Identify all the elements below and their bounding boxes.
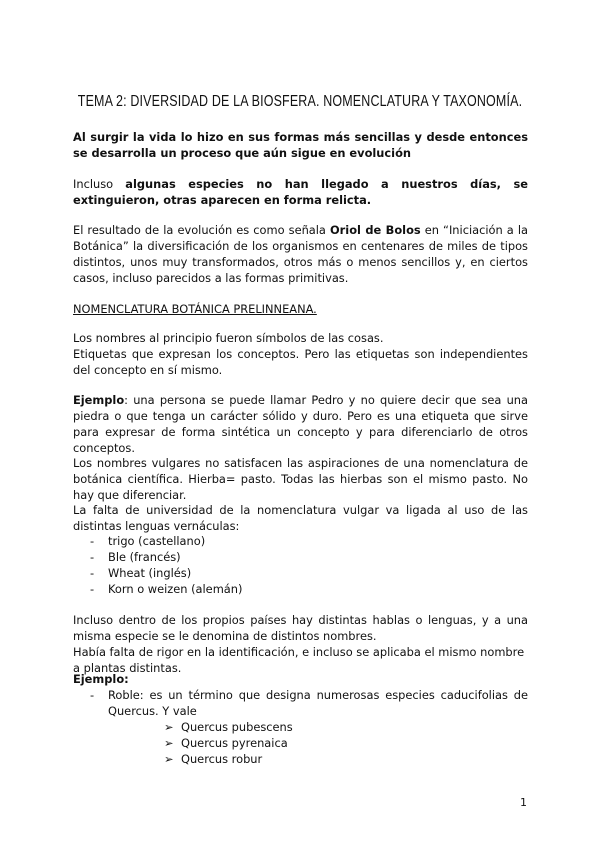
roble-item: Roble: es un término que designa numerosas especies caducifolias de Quercus. Y vale	[108, 688, 528, 718]
dialects-paragraph: Incluso dentro de los propios países hay distintas hablas o lenguas, y a una misma especie se le denomina de distintos nombres.	[73, 613, 528, 643]
arrow-bullet-icon: ➢	[164, 736, 174, 750]
page-number: 1	[520, 796, 527, 809]
extinction-paragraph: Incluso algunas especies no han llegado a nuestros días, se extinguieron, otras aparecen en forma relicta.	[73, 177, 528, 207]
labels-paragraph: Etiquetas que expresan los conceptos. Pero las etiquetas son independientes del concepto en sí mismo.	[73, 347, 528, 377]
names-symbols-paragraph: Los nombres al principio fueron símbolos de las cosas.	[73, 331, 384, 345]
document-page: TEMA 2: DIVERSIDAD DE LA BIOSFERA. NOMENCLATURA Y TAXONOMÍA. Al surgir la vida lo hizo en sus formas más sencillas y desde entonces se desarrolla un proceso que aún sigue en evolución Incluso algunas especies no han llegado a nuestros días, se extinguieron, otras aparecen en forma relicta. El resultado de la evolución es como señala Oriol de Bolos en “Iniciación a la Botánica” la diversificación de los organismos en centenares de miles de tipos distintos, unos muy transformados, otros más o menos sencillos y, en ciertos casos, incluso parecidos a las formas primitivas. NOMENCLATURA BOTÁNICA PRELINNEANA. Los nombres al principio fueron símbolos de las cosas. Etiquetas que expresan los conceptos. Pero las etiquetas son independientes del concepto en sí mismo. Ejemplo: una persona se puede llamar Pedro y no quiere decir que sea una piedra o que tenga un carácter sólido y duro. Pero es una etiqueta que sirve para expresar de forma sintética un concepto y para diferenciarlo de otros conceptos. Los nombres vulgares no satisfacen las aspiraciones de una nomenclatura de botánica científica. Hierba= pasto. Todas las hierbas son el mismo pasto. No hay que diferenciar. La falta de universidad de la nomenclatura vulgar va ligada al uso de las distintas lenguas vernáculas: - trigo (castellano) - Ble (francés) - Wheat (inglés) - Korn o weizen (alemán) Incluso dentro de los propios países hay distintas hablas o lenguas, y a una misma especie se le denomina de distintos nombres. Había falta de rigor en la identificación, e incluso se aplicaba el mismo nombre a plantas distintas. Ejemplo: - Roble: es un término que designa numerosas especies caducifolias de Quercus. Y vale ➢ Quercus pubescens ➢ Quercus pyrenaica ➢ Quercus robur 1	[0, 0, 600, 848]
vulgar-names-paragraph: Los nombres vulgares no satisfacen las aspiraciones de una nomenclatura de botánica científica. Hierba= pasto. Todas las hierbas son el mismo pasto. No hay que diferenciar.	[73, 456, 528, 502]
universality-paragraph: La falta de universidad de la nomenclatura vulgar va ligada al uso de las distintas lenguas vernáculas:	[73, 503, 528, 533]
page-title: TEMA 2: DIVERSIDAD DE LA BIOSFERA. NOMENCLATURA Y TAXONOMÍA.	[77, 93, 523, 110]
arrow-bullet-icon: ➢	[164, 720, 174, 734]
arrow-bullet-icon: ➢	[164, 752, 174, 766]
example-label: Ejemplo:	[73, 672, 129, 686]
example-paragraph: Ejemplo: una persona se puede llamar Pedro y no quiere decir que sea una piedra o que tenga un carácter sólido y duro. Pero es una etiqueta que sirve para expresar de forma sintética un concepto y para diferenciarlo de otros conceptos.	[73, 393, 528, 455]
section-heading: NOMENCLATURA BOTÁNICA PRELINNEANA.	[73, 302, 317, 316]
rigor-paragraph: Había falta de rigor en la identificación, e incluso se aplicaba el mismo nombre a plantas distintas.	[73, 645, 525, 675]
evolution-paragraph: El resultado de la evolución es como señala Oriol de Bolos en “Iniciación a la Botánica” la diversificación de los organismos en centenares de miles de tipos distintos, unos muy transformados, otros más o menos sencillos y, en ciertos casos, incluso parecidos a las formas primitivas.	[73, 223, 528, 285]
intro-paragraph: Al surgir la vida lo hizo en sus formas más sencillas y desde entonces se desarrolla un proceso que aún sigue en evolución	[73, 130, 528, 160]
